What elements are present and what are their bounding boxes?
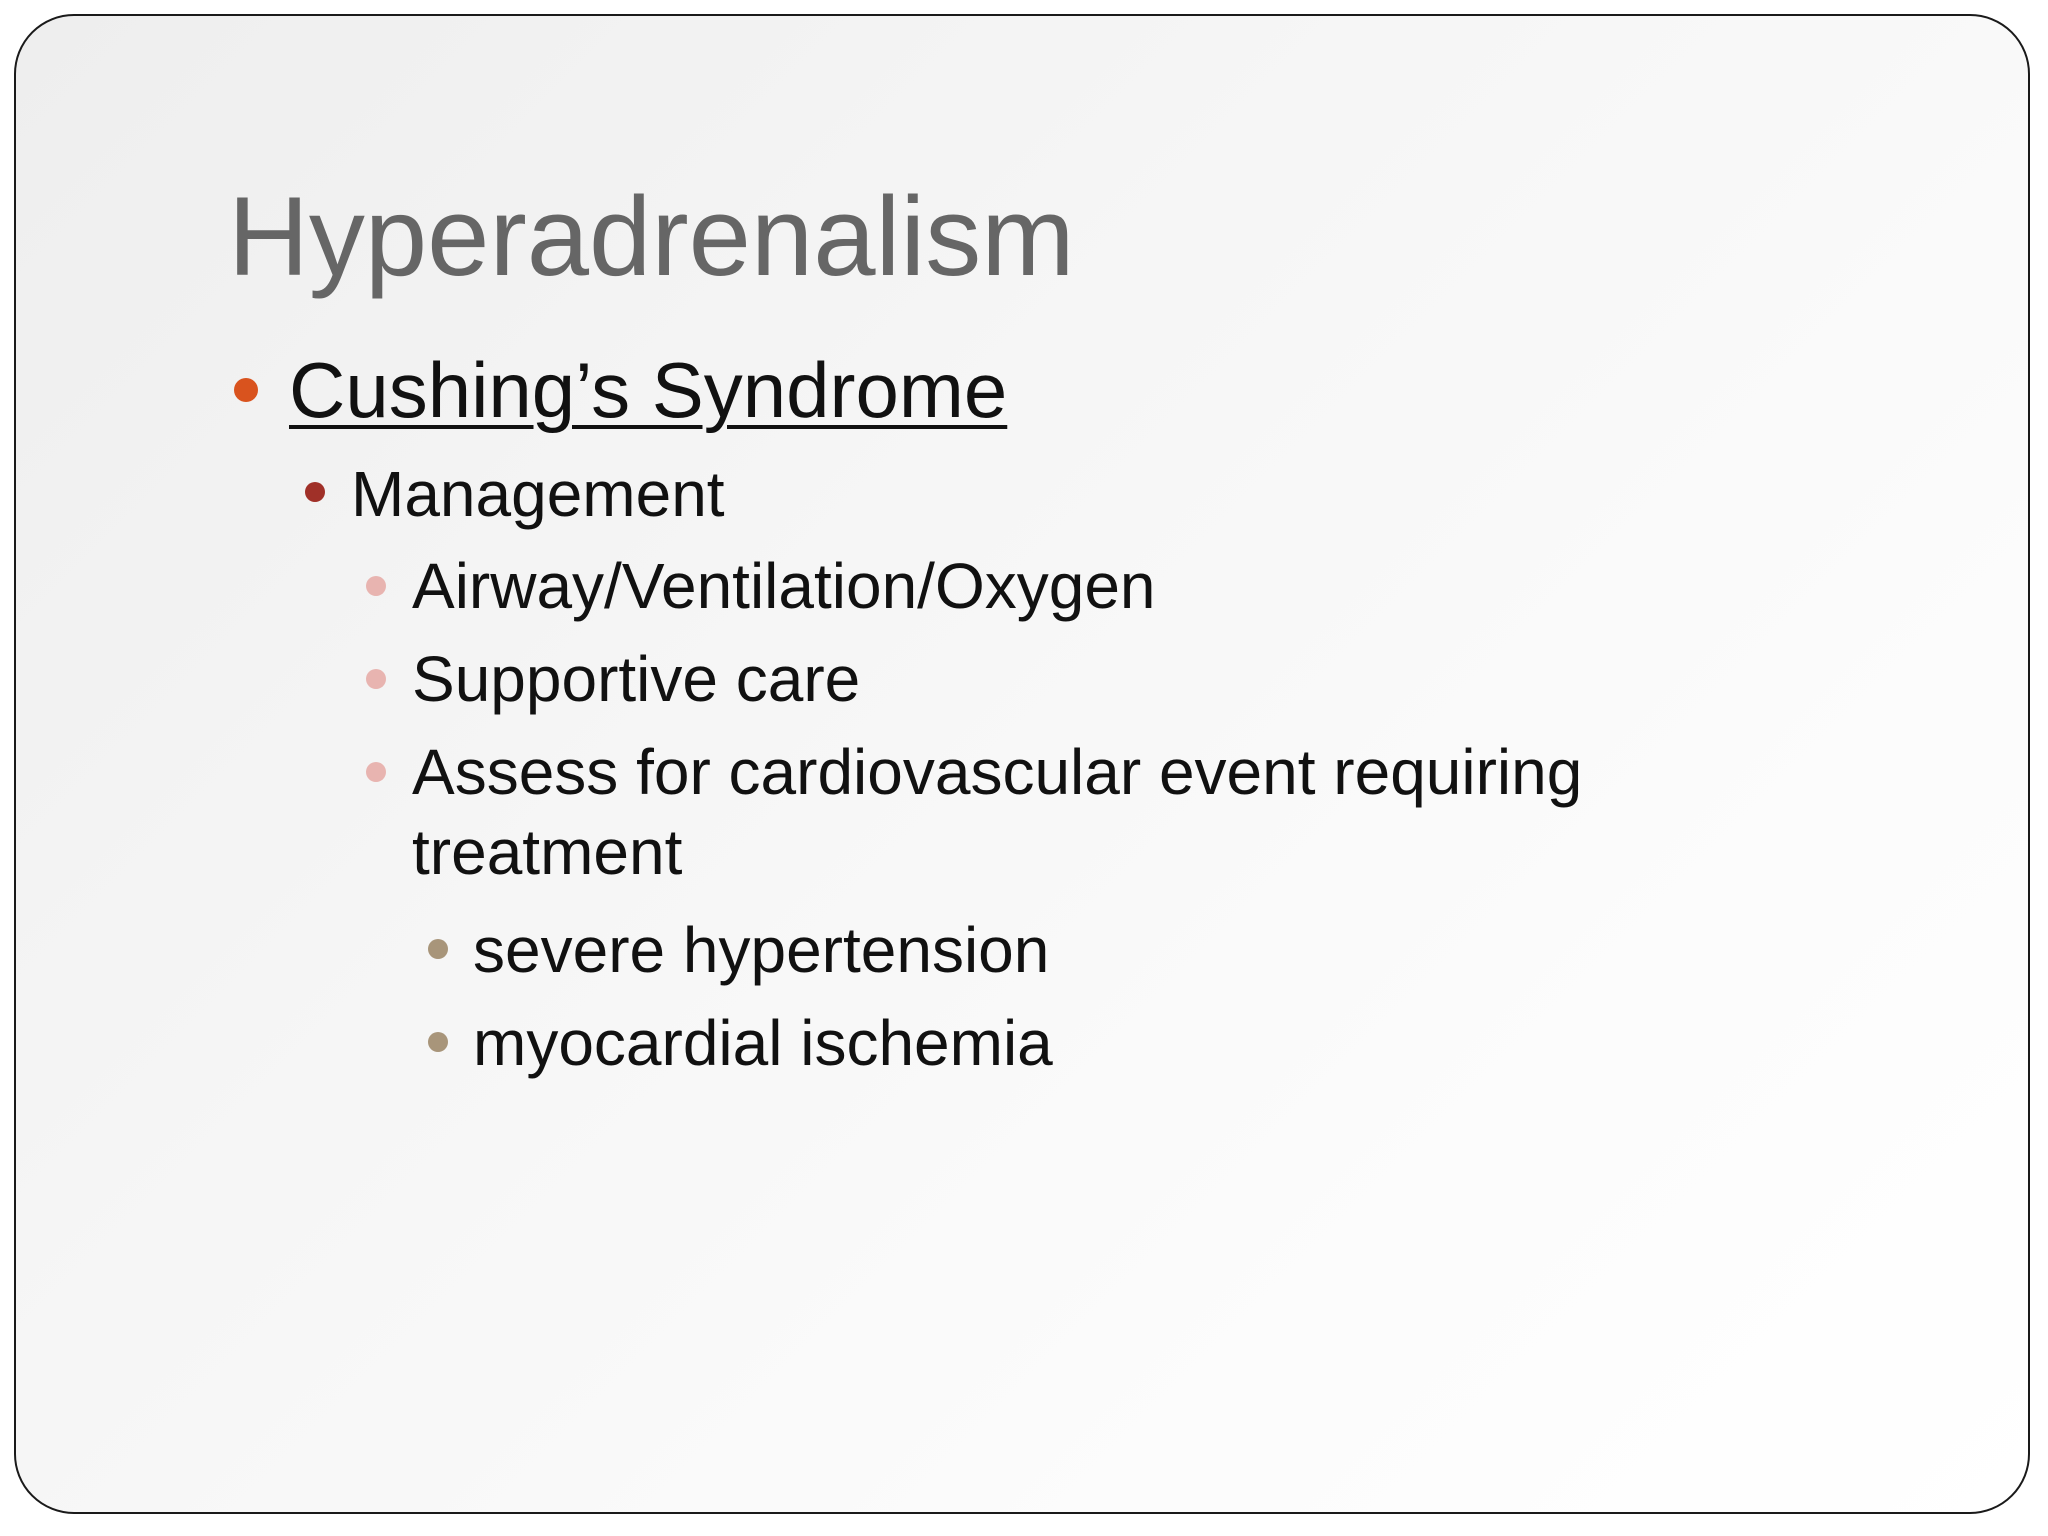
- bullet-text: Airway/Ventilation/Oxygen: [412, 550, 1156, 622]
- bullet-level1-cushings-syndrome: [289, 346, 1008, 434]
- bullet-level3-airway: [412, 546, 1156, 626]
- bullet-dot-level4: [428, 1032, 448, 1052]
- bullet-dot-level3: [366, 669, 386, 689]
- bullet-text: myocardial ischemia: [473, 1007, 1053, 1079]
- bullet-dot-level2: [305, 482, 325, 502]
- bullet-dot-level3: [366, 576, 386, 596]
- bullet-dot-level1: [234, 378, 258, 402]
- bullet-dot-level3: [366, 762, 386, 782]
- bullet-level3-assess-cardiovascular: [412, 732, 1752, 892]
- bullet-text: Supportive care: [412, 643, 861, 715]
- bullet-level4-severe-hypertension: [473, 914, 1050, 986]
- bullet-level3-supportive-care: [412, 639, 860, 719]
- bullet-level2-management: [351, 458, 725, 530]
- bullet-text: severe hypertension: [473, 914, 1050, 986]
- bullet-level4-myocardial-ischemia: [473, 1007, 1053, 1079]
- bullet-text: Management: [351, 458, 725, 530]
- bullet-text: Cushing’s Syndrome: [289, 346, 1008, 434]
- bullet-text: Assess for cardiovascular event requiring treatment: [412, 736, 1583, 888]
- slide-frame: [14, 14, 2030, 1514]
- slide-title: Hyperadrenalism: [228, 174, 1075, 299]
- bullet-dot-level4: [428, 939, 448, 959]
